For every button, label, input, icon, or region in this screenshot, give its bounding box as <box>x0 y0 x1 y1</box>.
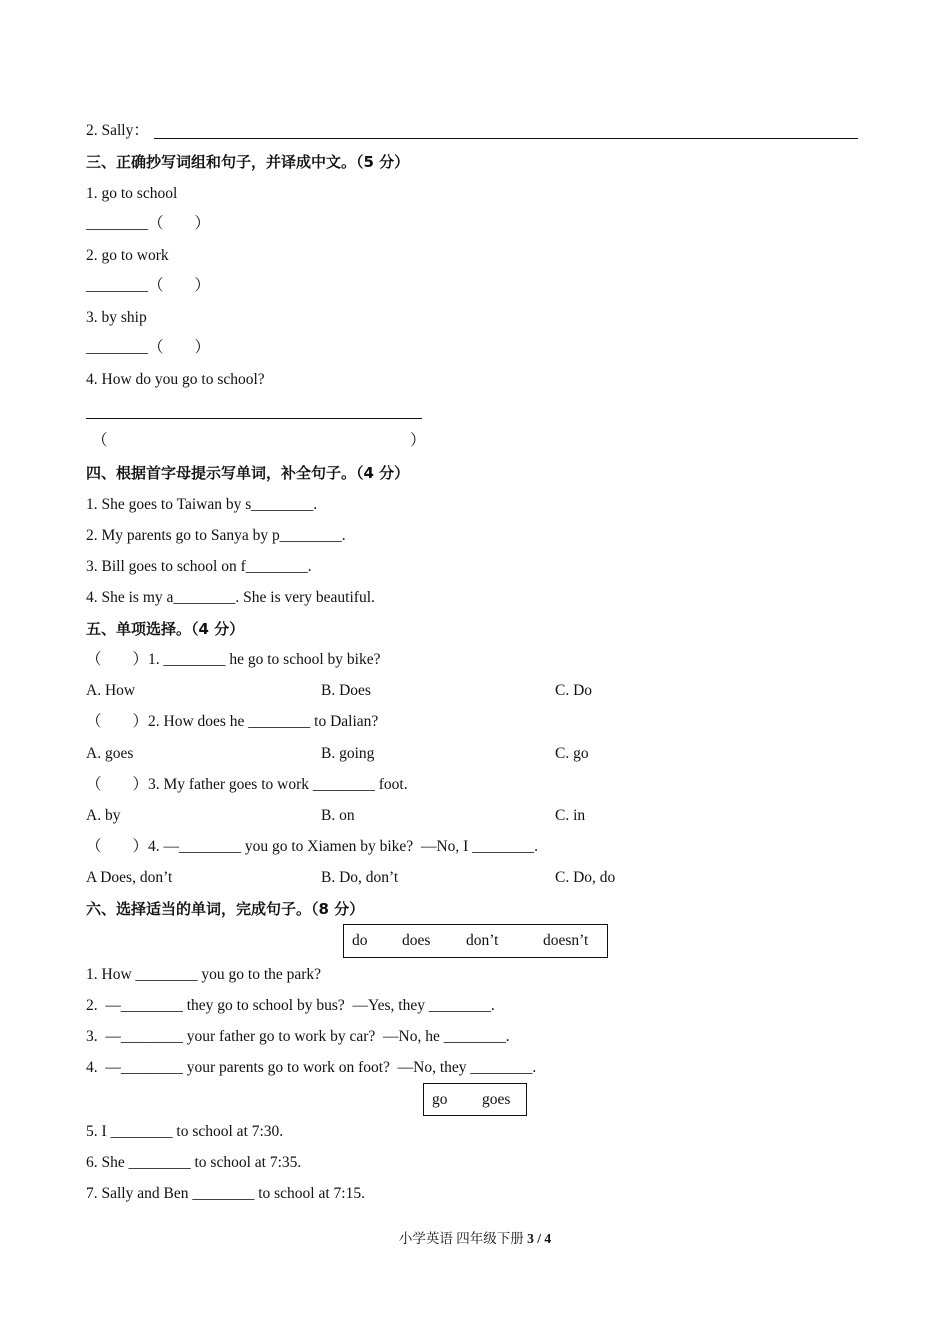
s4-item-3[interactable]: 3. Bill goes to school on f________. <box>86 558 312 575</box>
section-4-heading: 四、根据首字母提示写单词，补全句子。（4 分） <box>86 464 410 482</box>
s5-question-1[interactable]: （ ）1. ________ he go to school by bike? <box>86 651 381 668</box>
s5-q4-option-c[interactable]: C. Do, do <box>555 869 616 886</box>
s5-q3-option-c[interactable]: C. in <box>555 807 586 824</box>
s6-item-5[interactable]: 5. I ________ to school at 7:30. <box>86 1123 284 1140</box>
s5-q4-option-a[interactable]: A Does, don’t <box>86 869 173 886</box>
word-bank-doesnt: doesn’t <box>543 932 589 949</box>
word-bank-dont: don’t <box>466 932 499 949</box>
s3-item-4-paren-open: （ <box>92 432 108 449</box>
s6-item-1[interactable]: 1. How ________ you go to the park? <box>86 966 322 983</box>
word-bank-box-2 <box>423 1083 527 1116</box>
s6-item-4[interactable]: 4. —________ your parents go to work on foot? —No, they ________. <box>86 1059 537 1076</box>
s5-q2-option-c[interactable]: C. go <box>555 745 589 762</box>
s3-blank-2[interactable]: ________（ ） <box>86 277 211 294</box>
s3-blank-3[interactable]: ________（ ） <box>86 339 211 356</box>
section-6-heading: 六、选择适当的单词，完成句子。（8 分） <box>86 900 365 918</box>
s6-item-6[interactable]: 6. She ________ to school at 7:35. <box>86 1154 302 1171</box>
word-bank-go: go <box>432 1091 448 1108</box>
s4-item-2[interactable]: 2. My parents go to Sanya by p________. <box>86 527 346 544</box>
section-3-heading: 三、正确抄写词组和句子，并译成中文。（5 分） <box>86 153 410 171</box>
footer-text: 小学英语 四年级下册 <box>398 1231 528 1246</box>
s3-item-2: 2. go to work <box>86 247 169 264</box>
s5-question-4[interactable]: （ ）4. —________ you go to Xiamen by bike? —No, I ________. <box>86 838 539 855</box>
word-bank-does: does <box>402 932 431 949</box>
s3-blank-1[interactable]: ________（ ） <box>86 215 211 232</box>
page-footer <box>0 1227 950 1247</box>
s5-q1-option-a[interactable]: A. How <box>86 682 136 699</box>
s5-q2-option-b[interactable]: B. going <box>321 745 375 762</box>
s5-q4-option-b[interactable]: B. Do, don’t <box>321 869 399 886</box>
word-bank-do: do <box>352 932 368 949</box>
s3-item-4-paren-close: ） <box>410 432 426 449</box>
section-5-heading: 五、单项选择。（4 分） <box>86 620 245 638</box>
s3-item-3: 3. by ship <box>86 309 147 326</box>
s5-q3-option-a[interactable]: A. by <box>86 807 121 824</box>
word-bank-goes: goes <box>482 1091 511 1108</box>
s5-q3-option-b[interactable]: B. on <box>321 807 355 824</box>
s4-item-1[interactable]: 1. She goes to Taiwan by s________. <box>86 496 318 513</box>
sally-answer-line[interactable] <box>154 138 858 139</box>
s3-item-1: 1. go to school <box>86 185 178 202</box>
s6-item-7[interactable]: 7. Sally and Ben ________ to school at 7:15. <box>86 1185 365 1202</box>
word-bank-box-1 <box>343 924 608 958</box>
page-number: 3 / 4 <box>527 1231 552 1246</box>
sally-answer-label: 2. Sally： <box>86 122 149 139</box>
s5-question-3[interactable]: （ ）3. My father goes to work ________ foot. <box>86 776 408 793</box>
s3-item-4-answer-line[interactable] <box>86 418 422 419</box>
s6-item-2[interactable]: 2. —________ they go to school by bus? —Yes, they ________. <box>86 997 495 1014</box>
s6-item-3[interactable]: 3. —________ your father go to work by car? —No, he ________. <box>86 1028 510 1045</box>
s5-q2-option-a[interactable]: A. goes <box>86 745 134 762</box>
s4-item-4[interactable]: 4. She is my a________. She is very beautiful. <box>86 589 375 606</box>
s5-q1-option-c[interactable]: C. Do <box>555 682 593 699</box>
s5-q1-option-b[interactable]: B. Does <box>321 682 371 699</box>
s3-item-4: 4. How do you go to school? <box>86 371 265 388</box>
s5-question-2[interactable]: （ ）2. How does he ________ to Dalian? <box>86 713 379 730</box>
